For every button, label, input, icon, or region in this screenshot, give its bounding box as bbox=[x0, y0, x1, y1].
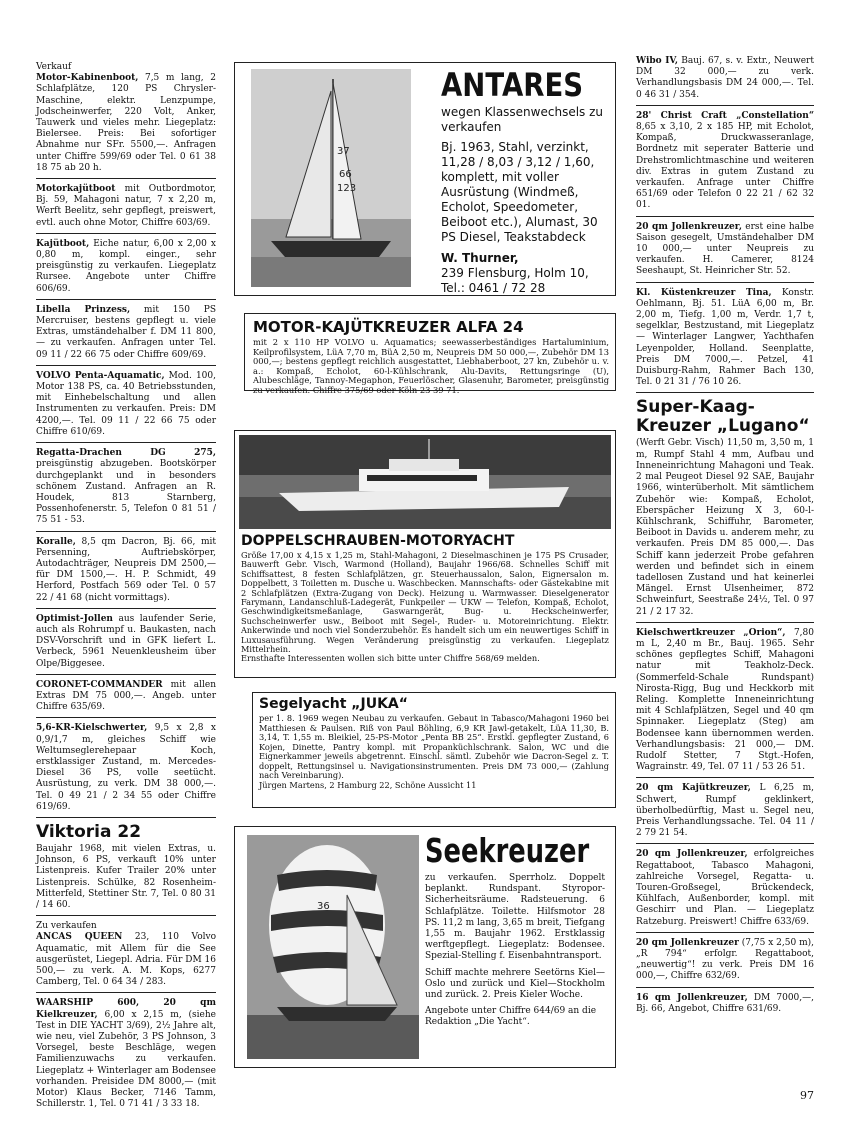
doppel-title: DOPPELSCHRAUBEN-MOTORYACHT bbox=[241, 533, 515, 549]
alfa-title: MOTOR-KAJÜTKREUZER ALFA 24 bbox=[253, 318, 524, 336]
ad-divider bbox=[636, 392, 814, 393]
ad-divider bbox=[636, 216, 814, 217]
ad-text: 23, 110 Volvo Aquamatic, mit Allem für die See ausgerüstet, Liegepl. Adria. Für DM 16 500,— zu verk. A. M. Kops, 6277 Camberg, Tel. 0 64 34 / 283. bbox=[36, 932, 217, 988]
ad-intro: Verkauf bbox=[36, 62, 72, 72]
ad-text: Baujahr 1968, mit vielen Extras, u. Johnson, 6 PS, verkauft 10% unter Listenpreis. Kufer Trailer 20% unter Listenpreis. Schülke, 82 Rosenheim-Mitterfeld, Stettiner Str. 7, Tel. 0 80 31 / 14 60. bbox=[36, 843, 216, 910]
ad-divider bbox=[36, 608, 216, 609]
classified-ad bbox=[636, 849, 814, 927]
ad-title: 20 qm Kajütkreuzer, bbox=[636, 783, 751, 794]
ad-divider bbox=[36, 674, 216, 675]
ad-divider bbox=[36, 817, 216, 818]
classified-ad bbox=[36, 448, 216, 526]
classified-ad bbox=[636, 993, 814, 1015]
classified-ad bbox=[36, 184, 216, 229]
antares-contact-address: 239 Flensburg, Holm 10, bbox=[441, 266, 589, 280]
ad-text: DM 7000,—, Bj. 66, Angebot, Chiffre 631/69. bbox=[636, 992, 814, 1014]
ad-title: Motorkajütboot bbox=[36, 184, 116, 195]
sailboat-illustration bbox=[251, 69, 411, 287]
ad-title: 28' Christ Craft „Constellation“ bbox=[636, 110, 814, 121]
ad-divider bbox=[636, 777, 814, 778]
ad-text: erst eine halbe Saison gesegelt, Umständehalber DM 10 000,— unter Neupreis zu verkaufen. H. Camerer, 8124 Seeshaupt, St. Heinricher Str. 52. bbox=[636, 221, 815, 277]
ad-text: mit allen Extras DM 75 000,—. Angeb. unter Chiffre 635/69. bbox=[36, 679, 216, 713]
ad-title: ANCAS QUEEN bbox=[36, 932, 123, 943]
ad-title: Kielschwertkreuzer „Orion“, bbox=[636, 627, 786, 638]
ad-title: Kajütboot, bbox=[36, 238, 90, 249]
ad-title: 20 qm Jollenkreuzer, bbox=[636, 221, 743, 232]
ad-text: 8,65 x 3,10, 2 x 185 HP, mit Echolot, Kompaß, Druckwasseranlage, Bordnetz mit seperater Batterie und Drehstromlichtmaschine und weiteren div. Extras in gutem Zustand zu verkaufen. Anfrage unter Chiffre 651/69 oder Telefon 0 22 21 / 62 32 01. bbox=[636, 122, 814, 211]
ad-text: L 6,25 m, Schwert, Rumpf geklinkert, überholbedürftig, Mast u. Segel neu, Preis Verhandlungssache. Tel. 04 11 / 2 79 21 54. bbox=[636, 783, 814, 839]
juka-title: Segelyacht „JUKA“ bbox=[259, 696, 408, 712]
ad-divider bbox=[36, 178, 216, 179]
antares-ad bbox=[234, 62, 616, 296]
sailboat-photo bbox=[251, 69, 411, 287]
ad-text: aus laufender Serie, auch als Rohrumpf u. Baukasten, nach DSV-Vorschrift und in GFK liefert L. Verbeck, 5961 Neuenkleusheim über Olpe/Biggesee. bbox=[36, 613, 216, 669]
antares-contact-name: W. Thurner, bbox=[441, 251, 519, 265]
page-number: 97 bbox=[800, 1089, 814, 1102]
juka-contact: Jürgen Martens, 2 Hamburg 22, Schöne Aussicht 11 bbox=[259, 779, 477, 790]
antares-title: ANTARES bbox=[441, 66, 584, 104]
ad-text: 9,5 x 2,8 x 0,9/1,7 m, gleiches Schiff wie Weltumseglerehepaar Koch, erstklassiger Zustand, m. Mercedes-Diesel 36 PS, volle seetücht. Ausrüstung, zu verk. DM 38 000,—. Tel. 0 49 21 / 2 34 55 oder Chiffre 619/69. bbox=[36, 723, 216, 812]
ad-divider bbox=[636, 282, 814, 283]
classified-ad bbox=[36, 305, 216, 361]
ad-text: Eiche natur, 6,00 x 2,00 x 0,80 m, kompl. einger., sehr preisgünstig zu verkaufen. Liegeplatz Rursee. Angebote unter Chiffre 606/69. bbox=[36, 238, 216, 294]
classified-ad bbox=[36, 371, 216, 438]
ad-title: VOLVO Penta-Aquamatic, bbox=[36, 370, 165, 381]
ad-text: (7,75 x 2,50 m), „R 794“ erfolgr. Regattaboot, „neuwertig“! zu verk. Preis DM 16 000,—, Chiffre 632/69. bbox=[636, 937, 814, 982]
ad-title: 20 qm Jollenkreuzer bbox=[636, 937, 739, 948]
ad-text: Mod. 100, Motor 138 PS, ca. 40 Betriebsstunden, mit Einhebelschaltung und allen Instrumenten zu verkaufen. Preis: DM 4200,—. Tel. 09 11 / 22 66 75 oder Chiffre 610/69. bbox=[36, 370, 216, 437]
classified-ad bbox=[36, 823, 216, 911]
antares-contact-phone: Tel.: 0461 / 72 28 bbox=[441, 281, 546, 295]
ad-headline: Viktoria 22 bbox=[36, 821, 142, 842]
classified-ad bbox=[636, 111, 814, 212]
ad-title: WAARSHIP 600, 20 qm Kielkreuzer, bbox=[36, 998, 216, 1020]
classified-ad bbox=[36, 921, 216, 988]
classified-ad bbox=[36, 537, 216, 604]
classified-ad bbox=[36, 239, 216, 295]
ad-text: 8,5 qm Dacron, Bj. 66, mit Persenning, Auftriebskörper, Autodachträger, Neupreis DM 2500,— für DM 1500,—. H. P. Schmidt, 49 Herford, Postfach 569 oder Tel. 0 57 22 / 41 68 (nicht vormittags). bbox=[36, 536, 216, 603]
ad-title: CORONET-COMMANDER bbox=[36, 679, 163, 690]
spinnaker-illustration bbox=[247, 835, 419, 1059]
classified-ad bbox=[636, 222, 814, 278]
seekreuzer-footer: Angebote unter Chiffre 644/69 an die Redaktion „Die Yacht“. bbox=[425, 1006, 597, 1028]
ad-text: 7,80 m L, 2,40 m Br., Bauj. 1965. Sehr schönes gepflegtes Schiff, Mahagoni natur mit Teakholz-Deck. (Sommerfeld-Schale Rundspant) Nirosta-Rigg, Bug und Heckkorb mit Reling. Komplette Inneneinrichtung mit 4 Schlafplätzen, Segel und 40 qm Spinnaker. Liegeplatz (Steg) am Bodensee kann übernommen werden. Verhandlungsbasis: 21 000,— DM. Rudolf Stetter, 7 Stgt.-Hofen, Wagrainstr. 49, Tel. 07 11 / 53 26 51. bbox=[636, 627, 814, 773]
juka-body: per 1. 8. 1969 wegen Neubau zu verkaufen. Gebaut in Tabasco/Mahagoni 1960 bei Matthiesen & Paulsen. Riß von Paul Böhling, 6,9 KR Jawl-getakelt, LüA 11,30, B. 3,14, T. 1,55 m. Bleikiel, 25-PS-Motor „Penta BB 25“. Erstkl. gepflegter Zustand, 6 Kojen, Dinette, Pantry kompl. mit Propanküchlschrank. Salon, WC und die Eignerkammer jeweils abgetrennt. Einschl. sämtl. Zubehör wie Dacron-Segel z. T. doppelt, Rettungsinsel u. Navigationsinstrumenten. Preis DM 73 000,— (Zahlung nach Vereinbarung). bbox=[259, 713, 609, 780]
classified-ad bbox=[36, 614, 216, 670]
ad-divider bbox=[36, 365, 216, 366]
ad-divider bbox=[636, 622, 814, 623]
doppel-footer: Ernsthafte Interessenten wollen sich bitte unter Chiffre 568/69 melden. bbox=[241, 653, 540, 664]
ad-title: Optimist-Jollen bbox=[36, 613, 113, 624]
ad-divider bbox=[36, 915, 216, 916]
left-classified-column bbox=[36, 62, 216, 1114]
sail-number-1: 37 bbox=[337, 146, 350, 157]
spinnaker-number: 36 bbox=[317, 901, 330, 912]
ad-divider bbox=[36, 992, 216, 993]
sail-number-3: 123 bbox=[337, 183, 357, 194]
ad-title: 5,6-KR-Kielschwerter, bbox=[36, 723, 148, 734]
motoryacht-photo bbox=[239, 435, 611, 529]
classified-ad bbox=[636, 398, 814, 617]
seekreuzer-body: zu verkaufen. Sperrholz. Doppelt beplankt. Rundspant. Styropor-Sicherheitsräume. Radsteuerung. 6 Schlafplätze. Toilette. Hilfsmotor 28 PS. 11,2 m lang, 3,65 m breit, Tiefgang 1,55 m. Baujahr 1962. Erstklassig werftgepflegt. Liegeplatz: Bodensee. Spezial-Stelling f. Eisenbahntransport. bbox=[425, 873, 605, 962]
juka-ad bbox=[252, 692, 616, 808]
ad-divider bbox=[36, 299, 216, 300]
seekreuzer-title: Seekreuzer bbox=[425, 831, 590, 870]
ad-text: 7,5 m lang, 2 Schlafplätze, 120 PS Chrysler-Maschine, elektr. Lenzpumpe, Jodscheinwerfer, 220 Volt, Anker, Tauwerk und vieles mehr. Liegeplatz: Bielersee. Preis: Bei sofortiger Abnahme nur SFr. 5500,—. Anfragen unter Chiffre 599/69 oder Tel. 0 61 38 18 75 ab 20 h. bbox=[36, 73, 216, 173]
ad-text: preisgünstig abzugeben. Bootskörper durchgeplankt und in besonders schönem Zustand. Anfragen an R. Houdek, 813 Starnberg, Possenhofenerstr. 5, Telefon 0 81 51 / 75 51 - 53. bbox=[36, 459, 216, 526]
alfa-24-ad bbox=[244, 313, 616, 395]
ad-headline: Super-Kaag-Kreuzer „Lugano“ bbox=[636, 397, 810, 437]
ad-text: 6,00 x 2,15 m, (siehe Test in DIE YACHT 3/69), 2½ Jahre alt, wie neu, viel Zubehör, 3 PS Johnson, 3 Vorsegel, beste Beschläge, wegen Familienzuwachs zu verkaufen. Liegeplatz + Winterlager am Bodensee vorhanden. Preisidee DM 8000,— (mit Motor) Klaus Becker, 7146 Tamm, Schillerstr. 1, Tel. 0 71 41 / 3 33 18. bbox=[36, 1009, 216, 1110]
classified-ad bbox=[36, 62, 216, 174]
ad-divider bbox=[36, 233, 216, 234]
ad-divider bbox=[636, 987, 814, 988]
ad-text: Bauj. 67, s. v. Extr., Neuwert DM 32 000,— zu verk. Verhandlungsbasis DM 24 000,—. Tel. 0 46 31 / 354. bbox=[636, 56, 814, 100]
classified-ad bbox=[36, 998, 216, 1110]
ad-text: mit Outbordmotor, Bj. 59, Mahagoni natur, 7 x 2,20 m, Werft Beelitz, sehr gepflegt, preiswert, evtl. auch ohne Motor, Chiffre 603/69. bbox=[36, 184, 216, 228]
classified-ad bbox=[36, 723, 216, 813]
ad-title: Kl. Küstenkreuzer Tina, bbox=[636, 287, 772, 298]
classified-ad bbox=[636, 56, 814, 101]
ad-text: Konstr. Oehlmann, Bj. 51. LüA 6,00 m, Br. 2,00 m, Tiefg. 1,00 m, Verdr. 1,7 t, segelklar, Bestzustand, mit Liegeplatz — Winterlager Langwer, Yachthafen Leyenpolder, Holland. Seenplatte, Preis DM 7000,—. Petzel, 41 Duisburg-Rahm, Rahmer Bach 130, Tel. 0 21 31 / 76 10 26. bbox=[636, 287, 814, 388]
seekreuzer-body-2: Schiff machte mehrere Seetörns Kiel—Oslo und zurück und Kiel—Stockholm und zurück. 2. Preis Kieler Woche. bbox=[425, 967, 605, 1001]
alfa-body: mit 2 x 110 HP VOLVO u. Aquamatics; seewasserbeständiges Hartaluminium, Keilprofilsystem, LüA 7,70 m, BüA 2,50 m, Neupreis DM 50 000,—, Zubehör DM 13 000,—; bestens gepflegt reichlich ausgestattet, Liebhaberboot, 27 kn, Zubehör u. v. a.: Kompaß, Echolot, 60-l-Kühlschrank, Alu-Davits, Rettungsringe (U), Alubeschläge, Tannoy-Megaphon, Feuerlöscher, Glasenuhr, Barometer, preisgünstig zu verkaufen. Chiffre 375/69 oder Köln 23 39 71. bbox=[253, 337, 609, 395]
motoryacht-illustration bbox=[239, 435, 611, 529]
sail-number-2: 66 bbox=[339, 169, 352, 180]
ad-text: mit 150 PS Mercruiser, bestens gepflegt u. viele Extras, umständehalber f. DM 11 800,— zu verkaufen. Anfragen unter Tel. 09 11 / 22 66 75 oder Chiffre 609/69. bbox=[36, 304, 216, 360]
ad-divider bbox=[636, 843, 814, 844]
classified-ad bbox=[636, 628, 814, 774]
ad-title: 20 qm Jollenkreuzer, bbox=[636, 849, 748, 860]
classified-ad bbox=[636, 783, 814, 839]
classified-ad bbox=[636, 938, 814, 983]
ad-title: Wibo IV, bbox=[636, 56, 678, 66]
classified-ad bbox=[36, 680, 216, 714]
ad-divider bbox=[636, 932, 814, 933]
classified-ad bbox=[636, 288, 814, 389]
right-classified-column bbox=[636, 56, 814, 1019]
doppelschrauben-ad bbox=[234, 430, 616, 678]
ad-title: 16 qm Jollenkreuzer, bbox=[636, 992, 748, 1003]
spinnaker-photo bbox=[247, 835, 419, 1059]
ad-text: erfolgreiches Regattaboot, Tabasco Mahagoni, zahlreiche Vorsegel, Regatta- u. Touren-Großsegel, Brückendeck, Kühlfach, Außenborder, kompl. mit Geschirr und Plan. — Liegeplatz Ratzeburg. Preiswert! Chiffre 633/69. bbox=[636, 849, 815, 927]
ad-title: Motor-Kabinenboot, bbox=[36, 73, 139, 84]
ad-divider bbox=[636, 105, 814, 106]
ad-text: (Werft Gebr. Visch) 11,50 m, 3,50 m, 1 m, Rumpf Stahl 4 mm, Aufbau und Inneneinrichtung Mahagoni und Teak. 2 mal Peugeot Diesel 92 SAE, Baujahr 1966, winterüberholt. Mit sämtlichem Zubehör wie: Kompaß, Echolot, Eberspächer Heizung X 3, 60-l-Kühlschrank, Schiffuhr, Barometer, Beiboot in Davids u. anderem mehr, zu verkaufen. Preis DM 85 000,—. Das Schiff kann jederzeit Probe gefahren werden und befindet sich in einem tadellosen Zustand und hat keinerlei Mängel. Ernst Ulsenheimer, 872 Schweinfurt, Seestraße 24½, Tel. 0 97 21 / 2 17 32. bbox=[636, 438, 814, 617]
ad-title: Libella Prinzess, bbox=[36, 304, 131, 315]
antares-body: Bj. 1963, Stahl, verzinkt, 11,28 / 8,03 / 3,12 / 1,60, komplett, mit voller Ausrüstung (Windmeß, Echolot, Speedometer, Beiboot etc.), Alumast, 30 PS Diesel, Teakstabdeck bbox=[441, 140, 598, 244]
ad-title: Regatta-Drachen DG 275, bbox=[36, 448, 216, 459]
ad-divider bbox=[36, 531, 216, 532]
seekreuzer-ad bbox=[234, 826, 616, 1068]
ad-intro: Zu verkaufen bbox=[36, 921, 97, 932]
ad-title: Koralle, bbox=[36, 536, 76, 547]
doppel-body: Größe 17,00 x 4,15 x 1,25 m, Stahl-Mahagoni, 2 Dieselmaschinen je 175 PS Crusader, Bauwerft Gebr. Visch, Warmond (Holland), Baujahr 1966/68. Schnelles Schiff mit Schiffsattest, 8 festen Schlafplätzen, gr. Steuerhaussalon, Salon, Eignersalon m. Doppelbett, 3 Toiletten m. Dusche u. Waschbecken. Mannschafts- oder Gästekabine mit 2 Schlafplätzen (Extra-Zugang von Deck). Heizung u. Warmwasser. Dieselgenerator Farymann, Landanschluß-Ladegerät, Funkpeiler — UKW — Telefon, Kompaß, Echolot, Geschwindigkeitsmeßanlage, Gaswarngerät, Bug- u. Heckscheinwerfer, Suchscheinwerfer usw., Beiboot mit Segel-, Ruder- u. Motoreinrichtung. Elektr. Ankerwinde und noch viel Sonderzubehör. Es handelt sich um ein neuwertiges Schiff in Luxusausführung. Wegen Veränderung preisgünstig zu verkaufen. Liegeplatz Mittelrhein. bbox=[241, 550, 609, 655]
antares-subtitle: wegen Klassenwechsels zu verkaufen bbox=[441, 105, 604, 134]
ad-divider bbox=[36, 717, 216, 718]
ad-divider bbox=[36, 442, 216, 443]
